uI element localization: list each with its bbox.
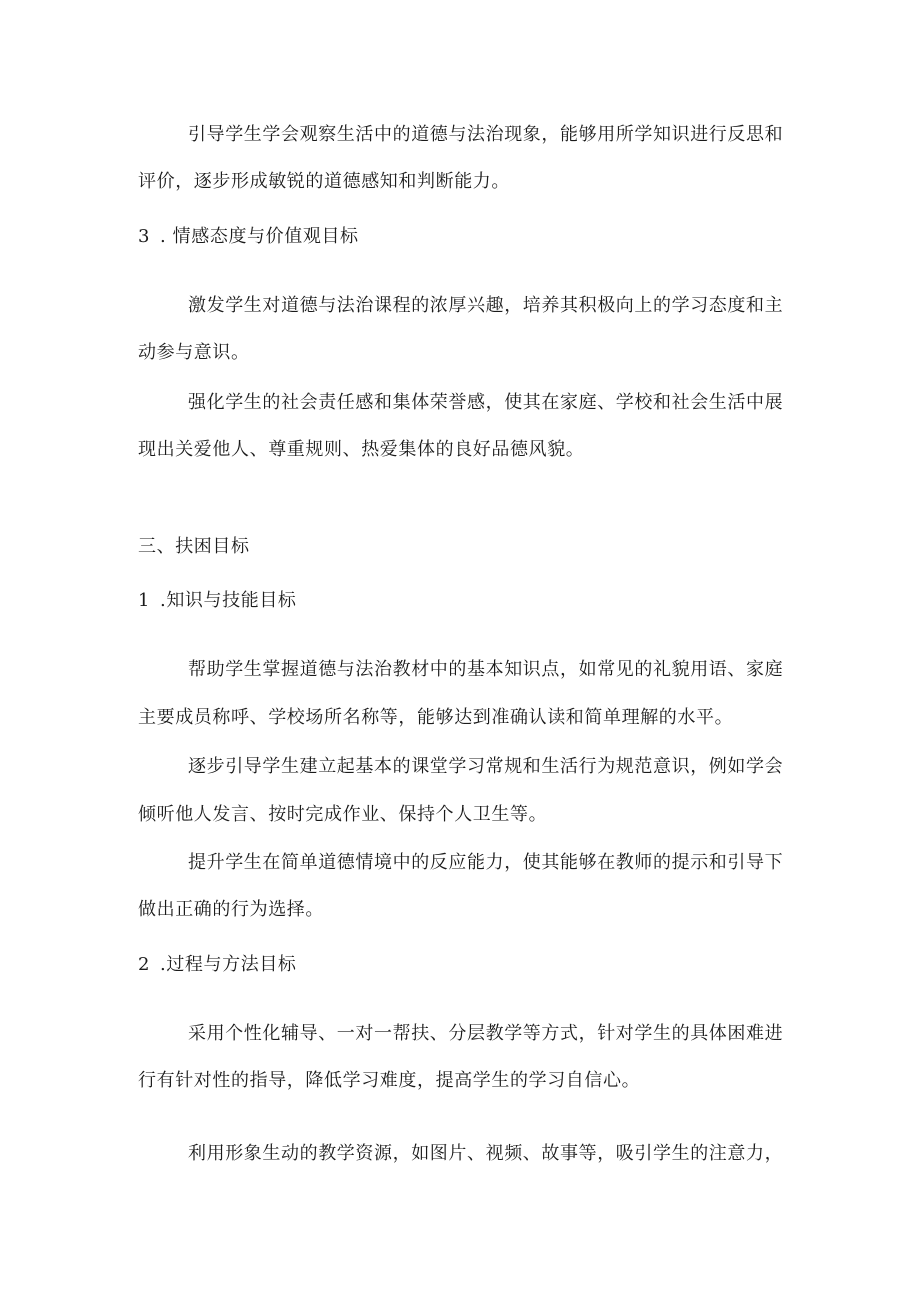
paragraph-line: 激发学生对道德与法治课程的浓厚兴趣，培养其积极向上的学习态度和主 bbox=[188, 295, 784, 316]
section-heading: 三、扶困目标 bbox=[138, 536, 250, 557]
paragraph-line: 主要成员称呼、学校场所名称等，能够达到准确认读和简单理解的水平。 bbox=[138, 707, 734, 728]
heading-text: . 情感态度与价值观目标 bbox=[160, 226, 359, 247]
heading-text: .知识与技能目标 bbox=[160, 590, 297, 611]
paragraph-line: 引导学生学会观察生活中的道德与法治现象，能够用所学知识进行反思和 bbox=[188, 124, 784, 145]
paragraph-line: 强化学生的社会责任感和集体荣誉感，使其在家庭、学校和社会生活中展 bbox=[188, 392, 784, 413]
subheading-process-methods bbox=[138, 953, 297, 977]
paragraph-line: 提升学生在简单道德情境中的反应能力，使其能够在教师的提示和引导下 bbox=[188, 852, 784, 873]
paragraph-line: 评价，逐步形成敏锐的道德感知和判断能力。 bbox=[138, 171, 510, 192]
paragraph-line: 做出正确的行为选择。 bbox=[138, 899, 324, 920]
heading-number: 1 bbox=[138, 590, 151, 611]
paragraph-line: 动参与意识。 bbox=[138, 342, 250, 363]
paragraph-line: 现出关爱他人、尊重规则、热爱集体的良好品德风貌。 bbox=[138, 439, 585, 460]
heading-text: .过程与方法目标 bbox=[160, 954, 297, 975]
paragraph-line: 利用形象生动的教学资源，如图片、视频、故事等，吸引学生的注意力， bbox=[188, 1143, 784, 1164]
paragraph-line: 行有针对性的指导，降低学习难度，提高学生的学习自信心。 bbox=[138, 1070, 641, 1091]
paragraph-line: 帮助学生掌握道德与法治教材中的基本知识点，如常见的礼貌用语、家庭 bbox=[188, 659, 784, 680]
subheading-emotion-values bbox=[138, 225, 359, 249]
subheading-knowledge-skills bbox=[138, 589, 297, 613]
paragraph-line: 倾听他人发言、按时完成作业、保持个人卫生等。 bbox=[138, 804, 548, 825]
heading-number: 2 bbox=[138, 954, 151, 975]
heading-number: 3 bbox=[138, 226, 151, 247]
paragraph-line: 逐步引导学生建立起基本的课堂学习常规和生活行为规范意识，例如学会 bbox=[188, 756, 784, 777]
paragraph-line: 采用个性化辅导、一对一帮扶、分层教学等方式，针对学生的具体困难进 bbox=[188, 1023, 784, 1044]
